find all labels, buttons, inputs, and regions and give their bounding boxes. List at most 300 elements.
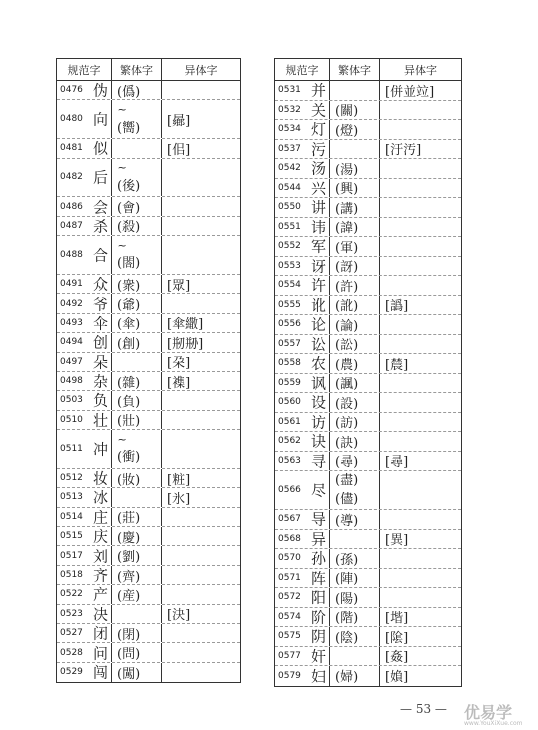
entry-code: 0491 <box>60 279 83 290</box>
entry-code: 0555 <box>278 299 301 310</box>
standard-cell <box>275 569 330 588</box>
standard-cell <box>275 452 330 471</box>
entry-code: 0553 <box>278 260 301 271</box>
variant-cell <box>380 374 461 393</box>
standard-cell <box>275 627 330 646</box>
standard-cell <box>57 585 112 603</box>
variant-cell <box>380 315 461 334</box>
standard-char: 刘 <box>93 547 109 566</box>
standard-cell <box>57 314 112 332</box>
traditional-cell: (陽) <box>330 588 380 607</box>
standard-char: 讲 <box>311 198 327 217</box>
traditional-cell <box>330 471 380 509</box>
standard-char: 冲 <box>93 440 109 459</box>
standard-char: 似 <box>93 139 109 158</box>
traditional-cell: (閉) <box>112 624 162 642</box>
entry-code: 0570 <box>278 553 301 564</box>
entry-code: 0559 <box>278 377 301 388</box>
variant-cell <box>380 549 461 568</box>
right-table <box>274 58 462 687</box>
table-row <box>57 217 240 236</box>
standard-cell <box>57 643 112 661</box>
table-row <box>275 120 461 140</box>
variant-cell: [異] <box>385 533 409 549</box>
standard-char: 农 <box>311 354 327 373</box>
standard-char: 关 <box>311 101 327 120</box>
standard-char: 讽 <box>311 374 327 393</box>
standard-cell <box>275 471 330 509</box>
entry-code: 0510 <box>60 414 83 425</box>
variant-cell <box>380 413 461 432</box>
entry-code: 0517 <box>60 550 83 561</box>
entry-code: 0551 <box>278 221 301 232</box>
traditional-cell: (闖) <box>112 663 162 682</box>
table-row <box>275 452 461 472</box>
table-row <box>275 257 461 277</box>
variant-cell: [汙汚] <box>385 143 422 159</box>
header-variant: 异体字 <box>404 63 437 77</box>
table-header <box>275 59 461 81</box>
table-row <box>57 663 240 682</box>
variant-cell <box>162 663 240 682</box>
standard-cell <box>275 413 330 432</box>
traditional-cell: (關) <box>330 101 380 120</box>
entry-code: 0552 <box>278 241 301 252</box>
standard-cell <box>57 663 112 682</box>
variant-cell <box>162 391 240 409</box>
variant-cell <box>380 198 461 217</box>
table-row <box>57 605 240 624</box>
variant-cell <box>380 510 461 529</box>
standard-cell <box>57 391 112 409</box>
standard-cell <box>57 411 112 429</box>
variant-cell <box>162 411 240 429</box>
table-row <box>57 411 240 430</box>
standard-cell <box>57 100 112 138</box>
entry-code: 0511 <box>60 443 83 454</box>
traditional-cell: (衆) <box>112 275 162 293</box>
standard-char: 杂 <box>93 372 109 391</box>
standard-cell <box>275 296 330 315</box>
table-row <box>275 627 461 647</box>
standard-char: 闭 <box>93 624 109 643</box>
standard-cell <box>275 315 330 334</box>
standard-cell <box>57 81 112 99</box>
standard-cell <box>275 393 330 412</box>
tilde-mark: ~ <box>117 161 127 175</box>
traditional-cell: (負) <box>112 391 162 409</box>
entry-code: 0561 <box>278 416 301 427</box>
standard-char: 尽 <box>311 481 327 500</box>
standard-cell <box>57 546 112 564</box>
standard-char: 阶 <box>311 608 327 627</box>
standard-cell <box>275 159 330 178</box>
traditional-char: (衝) <box>117 450 141 466</box>
standard-char: 寻 <box>311 452 327 471</box>
standard-char: 创 <box>93 333 109 352</box>
entry-code: 0514 <box>60 511 83 522</box>
traditional-cell: (設) <box>330 393 380 412</box>
traditional-cell: (導) <box>330 510 380 529</box>
variant-cell: [媍] <box>385 670 409 686</box>
standard-cell <box>275 666 330 686</box>
entry-code: 0567 <box>278 514 301 525</box>
standard-char: 并 <box>311 81 327 100</box>
standard-cell <box>57 197 112 215</box>
table-row <box>275 530 461 550</box>
traditional-cell: (興) <box>330 179 380 198</box>
standard-cell <box>57 294 112 312</box>
entry-code: 0482 <box>60 172 83 183</box>
standard-char: 孙 <box>311 549 327 568</box>
table-row <box>57 469 240 488</box>
variant-cell <box>162 566 240 584</box>
table-row <box>57 197 240 216</box>
traditional-cell: (傘) <box>112 314 162 332</box>
standard-char: 庄 <box>93 508 109 527</box>
table-row <box>57 81 240 100</box>
standard-char: 讶 <box>311 257 327 276</box>
traditional-cell <box>112 488 162 506</box>
table-row <box>275 549 461 569</box>
variant-cell <box>380 179 461 198</box>
table-row <box>57 100 240 139</box>
header-traditional: 繁体字 <box>112 59 162 80</box>
traditional-cell: (訝) <box>330 257 380 276</box>
entry-code: 0568 <box>278 533 301 544</box>
traditional-cell: (階) <box>330 608 380 627</box>
standard-cell <box>275 510 330 529</box>
traditional-cell: (慶) <box>112 527 162 545</box>
standard-cell <box>275 237 330 256</box>
right-table-body <box>275 81 461 686</box>
variant-cell: [氷] <box>167 491 191 507</box>
variant-cell: [決] <box>167 608 191 624</box>
traditional-cell: (許) <box>330 276 380 295</box>
watermark-url: www.YouXiXue.com <box>464 720 523 727</box>
entry-code: 0528 <box>60 647 83 658</box>
tilde-mark: ~ <box>117 432 127 446</box>
standard-cell <box>57 159 112 197</box>
table-row <box>275 432 461 452</box>
table-row <box>275 218 461 238</box>
entry-code: 0560 <box>278 397 301 408</box>
table-row <box>275 198 461 218</box>
traditional-cell: (會) <box>112 197 162 215</box>
standard-cell <box>275 276 330 295</box>
standard-cell <box>275 101 330 120</box>
table-row <box>57 139 240 158</box>
traditional-cell: (問) <box>112 643 162 661</box>
standard-char: 汤 <box>311 159 327 178</box>
traditional-cell: (訟) <box>330 335 380 354</box>
variant-cell <box>162 527 240 545</box>
table-row <box>57 624 240 643</box>
variant-cell: [姦] <box>385 650 409 666</box>
entry-code: 0480 <box>60 114 83 125</box>
standard-char: 决 <box>93 605 109 624</box>
table-row <box>275 374 461 394</box>
standard-char: 负 <box>93 391 109 410</box>
entry-code: 0498 <box>60 376 83 387</box>
left-table <box>56 58 241 683</box>
entry-code: 0486 <box>60 201 83 212</box>
standard-char: 妆 <box>93 469 109 488</box>
standard-cell <box>275 257 330 276</box>
standard-cell <box>57 508 112 526</box>
standard-char: 灯 <box>311 120 327 139</box>
entry-code: 0571 <box>278 572 301 583</box>
left-table-body <box>57 81 240 682</box>
standard-cell <box>57 605 112 623</box>
entry-code: 0523 <box>60 608 83 619</box>
header-standard: 规范字 <box>275 59 330 80</box>
standard-char: 后 <box>93 168 109 187</box>
variant-cell: [隂] <box>385 630 409 646</box>
table-row <box>275 569 461 589</box>
table-row <box>57 294 240 313</box>
variant-cell: [堦] <box>385 611 409 627</box>
traditional-cell: (論) <box>330 315 380 334</box>
table-row <box>275 666 461 686</box>
entry-code: 0487 <box>60 220 83 231</box>
standard-cell <box>275 81 330 100</box>
header-standard: 规范字 <box>57 59 112 80</box>
header-traditional: 繁体字 <box>330 59 380 80</box>
traditional-cell: (殺) <box>112 217 162 235</box>
variant-cell <box>380 276 461 295</box>
standard-cell <box>57 566 112 584</box>
table-row <box>275 140 461 160</box>
traditional-char: (閤) <box>117 256 141 272</box>
variant-cell: [併並竝] <box>385 84 435 100</box>
entry-code: 0513 <box>60 492 83 503</box>
entry-code: 0512 <box>60 473 83 484</box>
standard-char: 杀 <box>93 217 109 236</box>
standard-cell <box>275 647 330 666</box>
standard-cell <box>275 179 330 198</box>
variant-cell: [佀] <box>167 142 191 158</box>
traditional-cell: (創) <box>112 333 162 351</box>
entry-code: 0497 <box>60 356 83 367</box>
entry-code: 0574 <box>278 611 301 622</box>
standard-cell <box>275 120 330 139</box>
table-row <box>57 430 240 469</box>
traditional-cell: (産) <box>112 585 162 603</box>
standard-char: 闯 <box>93 663 109 682</box>
traditional-cell: (僞) <box>112 81 162 99</box>
standard-char: 产 <box>93 585 109 604</box>
variant-cell <box>380 335 461 354</box>
standard-char: 阵 <box>311 569 327 588</box>
variant-cell <box>380 159 461 178</box>
table-row <box>275 510 461 530</box>
traditional-cell: (講) <box>330 198 380 217</box>
variant-cell <box>380 588 461 607</box>
standard-cell <box>57 139 112 157</box>
standard-char: 讼 <box>311 335 327 354</box>
standard-cell <box>275 218 330 237</box>
standard-char: 壮 <box>93 411 109 430</box>
traditional-char: (盡) <box>335 473 359 488</box>
variant-cell: [辳] <box>385 357 409 373</box>
variant-cell: [曏] <box>167 113 191 129</box>
entry-code: 0476 <box>60 85 83 96</box>
standard-char: 诀 <box>311 432 327 451</box>
standard-cell <box>57 217 112 235</box>
variant-cell: [粧] <box>167 472 191 488</box>
standard-char: 访 <box>311 413 327 432</box>
standard-char: 伪 <box>93 81 109 100</box>
standard-cell <box>57 488 112 506</box>
table-row <box>275 159 461 179</box>
table-row <box>57 372 240 391</box>
standard-cell <box>57 624 112 642</box>
table-row <box>57 275 240 294</box>
traditional-cell: (劉) <box>112 546 162 564</box>
variant-cell <box>380 393 461 412</box>
standard-char: 导 <box>311 510 327 529</box>
standard-char: 讹 <box>311 296 327 315</box>
variant-cell: [剏剙] <box>167 336 204 352</box>
table-row <box>57 643 240 662</box>
page-number: — 53 — <box>400 702 447 716</box>
entry-code: 0563 <box>278 455 301 466</box>
variant-cell <box>380 432 461 451</box>
standard-char: 异 <box>311 530 327 549</box>
standard-cell <box>275 608 330 627</box>
variant-cell <box>380 569 461 588</box>
traditional-cell <box>112 430 162 468</box>
variant-cell <box>162 81 240 99</box>
standard-cell <box>275 354 330 373</box>
traditional-cell <box>112 353 162 371</box>
standard-char: 阳 <box>311 588 327 607</box>
tilde-mark: ~ <box>117 102 127 116</box>
traditional-cell: (婦) <box>330 666 380 686</box>
traditional-cell <box>112 100 162 138</box>
traditional-cell <box>330 140 380 159</box>
traditional-char: (後) <box>117 178 141 194</box>
standard-cell <box>275 140 330 159</box>
table-row <box>275 335 461 355</box>
entry-code: 0494 <box>60 337 83 348</box>
traditional-char: (嚮) <box>117 120 141 136</box>
table-row <box>275 276 461 296</box>
entry-code: 0579 <box>278 670 301 681</box>
table-header <box>57 59 240 81</box>
variant-cell <box>162 236 240 274</box>
table-row <box>275 588 461 608</box>
variant-cell <box>380 471 461 509</box>
table-row <box>57 353 240 372</box>
standard-char: 设 <box>311 393 327 412</box>
standard-char: 合 <box>93 246 109 265</box>
standard-cell <box>57 353 112 371</box>
standard-cell <box>57 372 112 390</box>
entry-code: 0493 <box>60 317 83 328</box>
entry-code: 0566 <box>278 485 301 495</box>
standard-cell <box>57 527 112 545</box>
traditional-cell: (齊) <box>112 566 162 584</box>
variant-cell <box>162 217 240 235</box>
entry-code: 0572 <box>278 592 301 603</box>
table-row <box>275 296 461 316</box>
table-row <box>275 354 461 374</box>
variant-cell <box>162 546 240 564</box>
traditional-cell: (訪) <box>330 413 380 432</box>
entry-code: 0550 <box>278 202 301 213</box>
standard-char: 妇 <box>311 667 327 686</box>
variant-cell <box>162 624 240 642</box>
entry-code: 0532 <box>278 104 301 115</box>
traditional-cell: (軍) <box>330 237 380 256</box>
traditional-cell <box>112 236 162 274</box>
standard-cell <box>275 588 330 607</box>
table-row <box>275 315 461 335</box>
traditional-cell <box>330 530 380 549</box>
table-row <box>57 159 240 198</box>
entry-code: 0534 <box>278 124 301 135</box>
traditional-cell: (雜) <box>112 372 162 390</box>
traditional-cell: (燈) <box>330 120 380 139</box>
standard-cell <box>57 275 112 293</box>
standard-char: 冰 <box>93 488 109 507</box>
table-row <box>57 566 240 585</box>
traditional-cell: (訛) <box>330 296 380 315</box>
standard-cell <box>57 236 112 274</box>
table-row <box>57 333 240 352</box>
traditional-cell: (訣) <box>330 432 380 451</box>
standard-char: 军 <box>311 237 327 256</box>
variant-cell <box>162 643 240 661</box>
table-row <box>275 647 461 667</box>
table-row <box>275 179 461 199</box>
variant-cell: [眾] <box>167 278 191 294</box>
table-row <box>57 314 240 333</box>
entry-code: 0557 <box>278 338 301 349</box>
table-row <box>275 237 461 257</box>
standard-cell <box>275 198 330 217</box>
standard-char: 向 <box>93 110 109 129</box>
traditional-cell: (尋) <box>330 452 380 471</box>
variant-cell: [朶] <box>167 356 191 372</box>
table-row <box>57 508 240 527</box>
table-row <box>57 585 240 604</box>
standard-char: 伞 <box>93 314 109 333</box>
standard-cell <box>275 549 330 568</box>
entry-code: 0481 <box>60 143 83 154</box>
traditional-cell: (壯) <box>112 411 162 429</box>
traditional-cell: (莊) <box>112 508 162 526</box>
table-row <box>57 527 240 546</box>
entry-code: 0537 <box>278 143 301 154</box>
variant-cell <box>380 120 461 139</box>
variant-cell: [尋] <box>385 455 409 471</box>
standard-char: 齐 <box>93 566 109 585</box>
variant-cell <box>380 218 461 237</box>
variant-cell <box>162 294 240 312</box>
traditional-cell: (諱) <box>330 218 380 237</box>
entry-code: 0577 <box>278 650 301 661</box>
traditional-cell: (妝) <box>112 469 162 487</box>
standard-char: 朵 <box>93 353 109 372</box>
variant-cell <box>380 237 461 256</box>
traditional-cell: (湯) <box>330 159 380 178</box>
table-row <box>275 608 461 628</box>
traditional-cell: (陰) <box>330 627 380 646</box>
variant-cell: [譌] <box>385 299 409 315</box>
